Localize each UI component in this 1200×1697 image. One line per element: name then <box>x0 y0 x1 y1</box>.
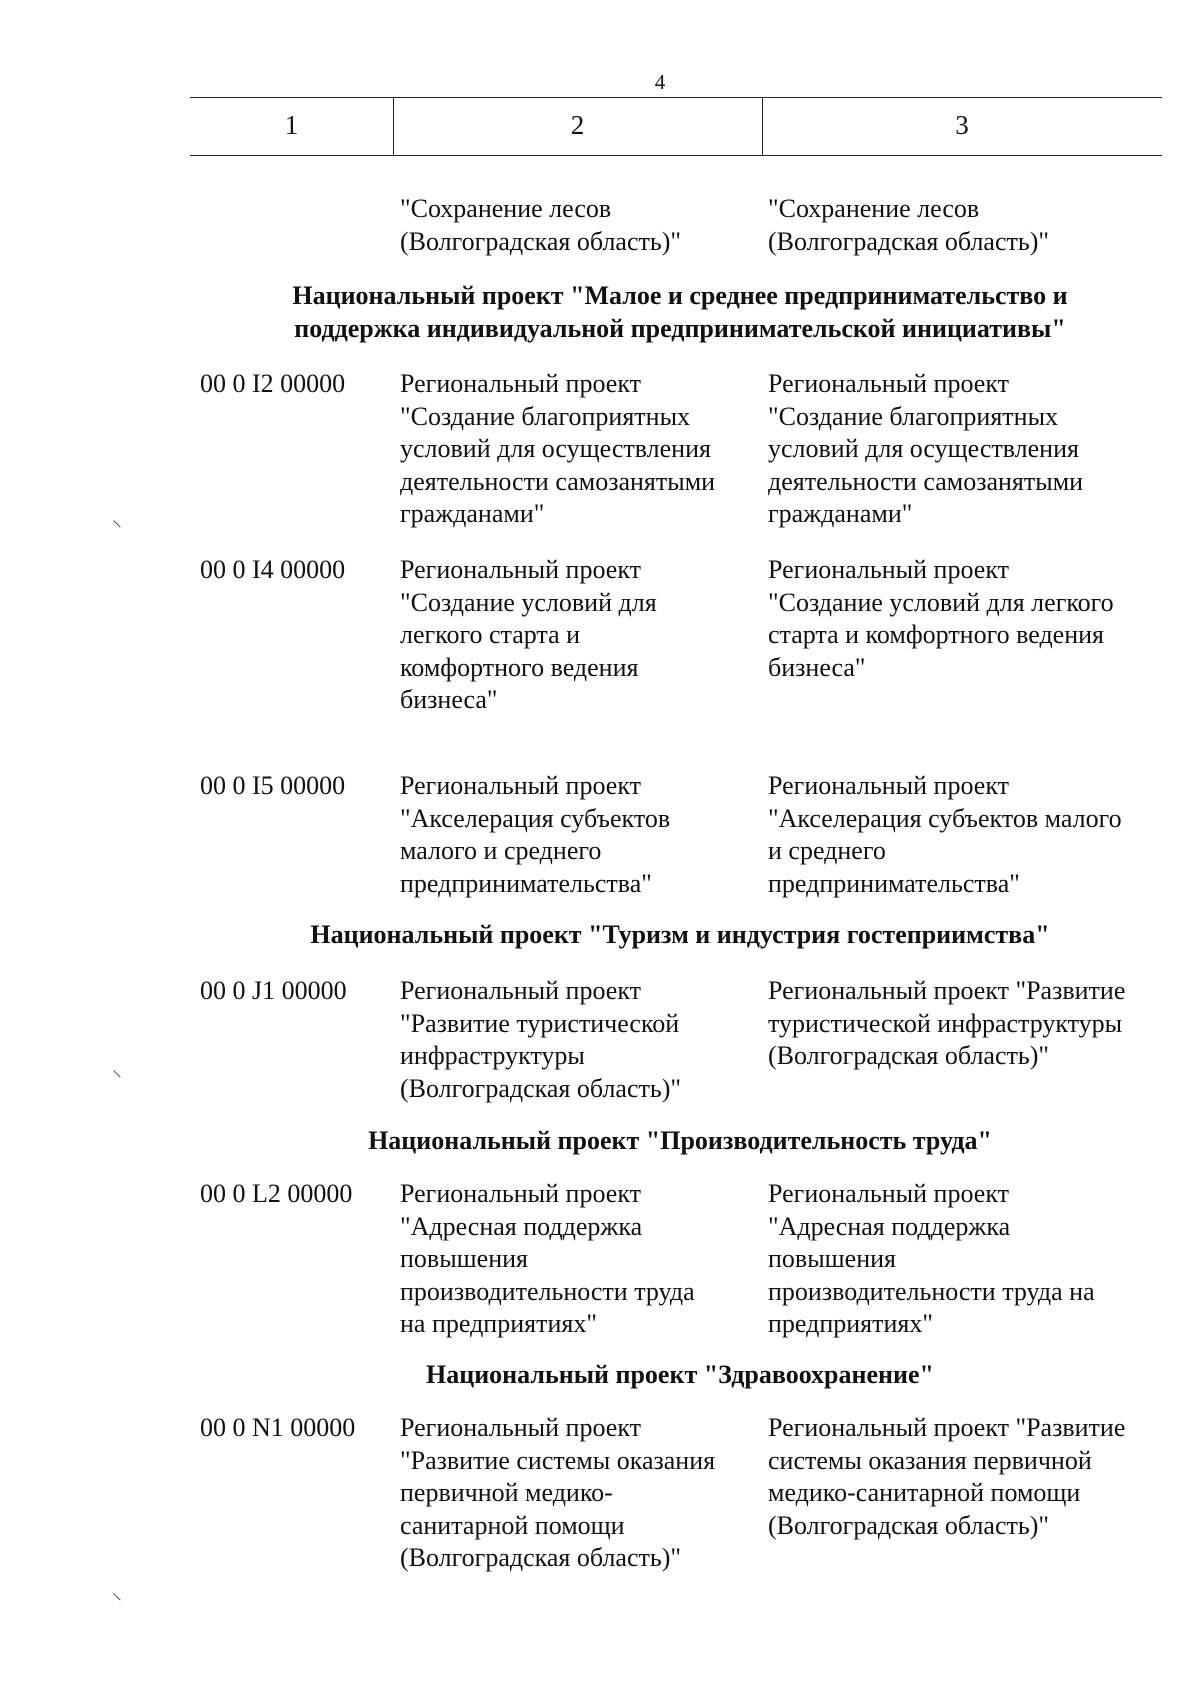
section-title: Национальный проект "Малое и среднее предпринимательство и поддержка индивидуальной предпринимательской инициативы" <box>292 281 1068 343</box>
row-name: Региональный проект "Развитие туристической инфраструктуры (Волгоградская область)" <box>400 976 681 1103</box>
row-description: Региональный проект "Развитие туристической инфраструктуры (Волгоградская область)" <box>768 976 1126 1070</box>
row-name: Региональный проект "Развитие системы оказания первичной медико- санитарной помощи (Волгоградская область)" <box>400 1413 716 1572</box>
scan-mark: ⸜ <box>112 509 122 531</box>
section-title: Национальный проект "Производительность труда" <box>368 1126 992 1155</box>
row-code: 00 0 I4 00000 <box>200 555 346 584</box>
row-name: Региональный проект "Адресная поддержка повышения производительности труда на предприятиях" <box>400 1179 695 1338</box>
column-header-2: 2 <box>570 110 585 140</box>
row-name: Региональный проект "Создание условий для легкого старта и комфортного ведения бизнеса" <box>400 555 657 714</box>
scan-mark: ⸜ <box>112 1582 122 1604</box>
row-name: Региональный проект "Создание благоприятных условий для осуществления деятельности самозанятыми гражданами" <box>400 369 716 528</box>
row-code: 00 0 N1 00000 <box>200 1413 356 1442</box>
table-header-top-rule <box>190 97 1162 98</box>
row-description: Региональный проект "Развитие системы оказания первичной медико-санитарной помощи (Волгоградская область)" <box>768 1413 1126 1540</box>
column-header-1: 1 <box>284 110 299 140</box>
row-code: 00 0 I5 00000 <box>200 771 346 800</box>
section-title: Национальный проект "Туризм и индустрия гостеприимства" <box>310 920 1050 949</box>
section-title: Национальный проект "Здравоохранение" <box>426 1360 934 1389</box>
row-description: Региональный проект "Адресная поддержка повышения производительности труда на предприятиях" <box>768 1179 1095 1338</box>
table-header-bottom-rule <box>190 155 1162 156</box>
row-code: 00 0 J1 00000 <box>200 976 347 1005</box>
row-description: Региональный проект "Акселерация субъектов малого и среднего предпринимательства" <box>768 771 1122 898</box>
continuation-name: "Сохранение лесов (Волгоградская область)" <box>400 194 681 256</box>
continuation-description: "Сохранение лесов (Волгоградская область)" <box>768 194 1049 256</box>
page-number: 4 <box>654 70 666 94</box>
scan-mark: ⸜ <box>112 1059 122 1081</box>
row-code: 00 0 L2 00000 <box>200 1179 353 1208</box>
row-code: 00 0 I2 00000 <box>200 369 346 398</box>
row-name: Региональный проект "Акселерация субъектов малого и среднего предпринимательства" <box>400 771 671 898</box>
column-header-3: 3 <box>955 110 969 140</box>
row-description: Региональный проект "Создание благоприятных условий для осуществления деятельности самозанятыми гражданами" <box>768 369 1084 528</box>
row-description: Региональный проект "Создание условий для легкого старта и комфортного ведения бизнеса" <box>768 555 1114 682</box>
